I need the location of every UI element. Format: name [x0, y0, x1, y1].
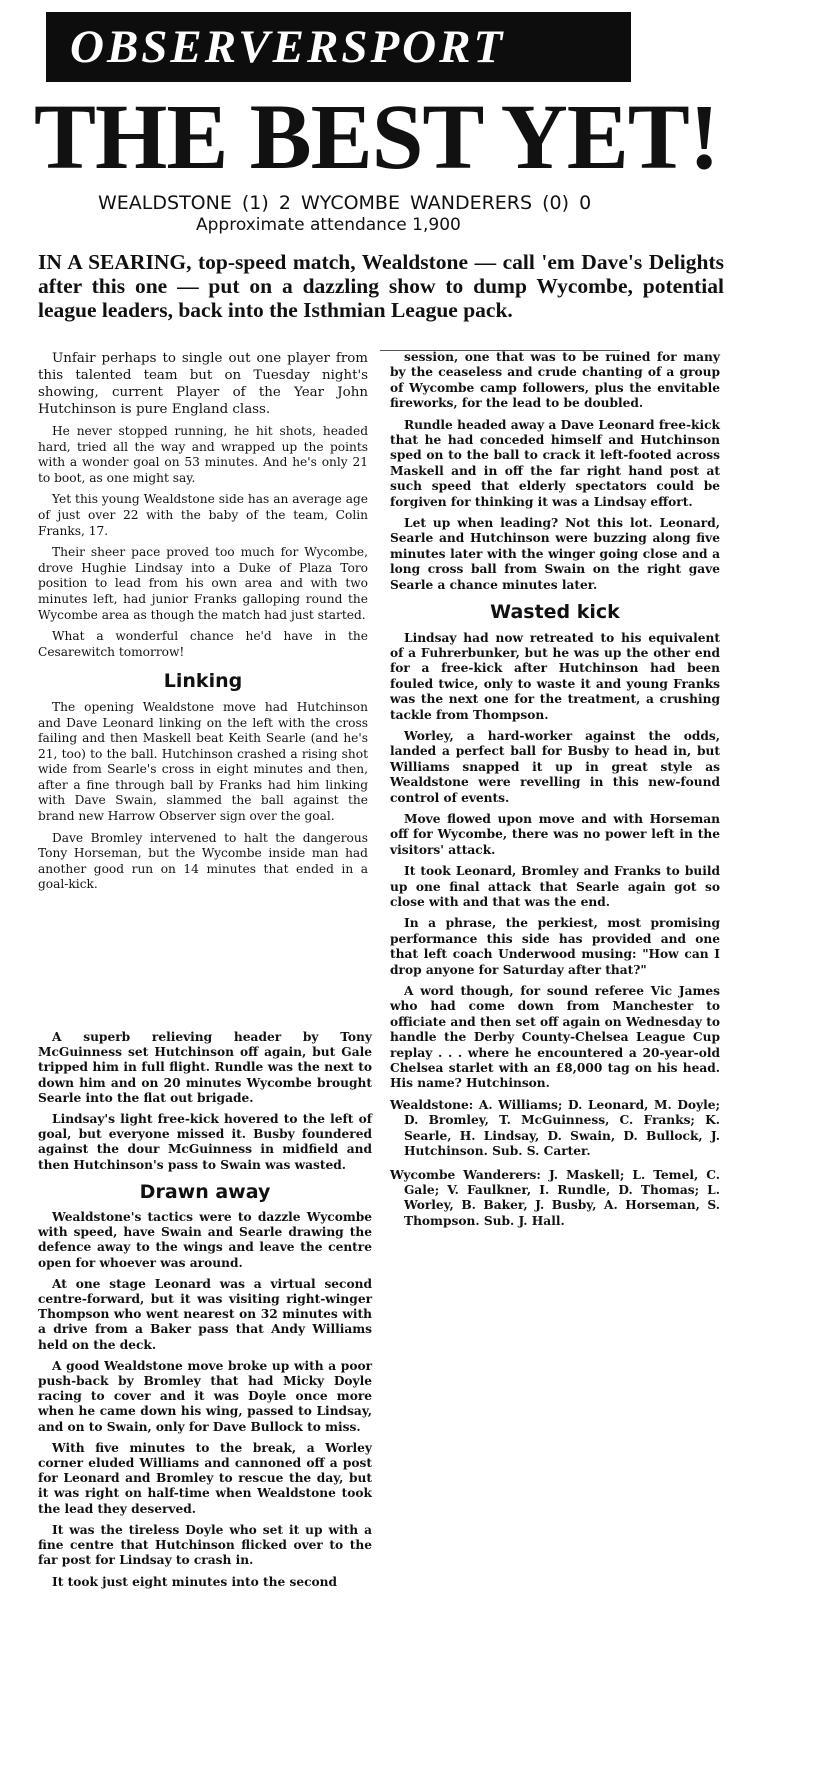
article-paragraph: Worley, a hard-worker against the odds, landed a perfect ball for Busby to head in, but Williams snapped it up in great style as Wealdstone were revelling in this new-found control of events.	[390, 728, 720, 805]
article-paragraph: Lindsay had now retreated to his equivalent of a Fuhrerbunker, but he was up the other end for a free-kick after Hutchinson had been fouled twice, only to waste it and young Franks was the next one for the treatment, a crushing tackle from Thompson.	[390, 630, 720, 722]
article-paragraph: With five minutes to the break, a Worley corner eluded Williams and cannoned off a post for Leonard and Bromley to rescue the day, but it was right on half-time when Wealdstone took the lead they deserved.	[38, 1440, 372, 1516]
subheading-wasted-kick: Wasted kick	[490, 601, 620, 624]
column-left-upper	[38, 350, 368, 1030]
attendance: Approximate attendance 1,900	[196, 215, 461, 235]
article-paragraph: A word though, for sound referee Vic James who had come down from Manchester to officiate and then set off again on Wednesday to handle the Derby County-Chelsea League Cup replay . . . where he encountered a 20-year-old Chelsea starlet with an £8,000 tag on his head. His name? Hutchinson.	[390, 984, 720, 1091]
subheading-linking: Linking	[163, 670, 243, 693]
team-lineups	[390, 1098, 720, 1229]
away-team-label: Wycombe Wanderers:	[390, 1167, 541, 1182]
article-paragraph: Move flowed upon move and with Horseman off for Wycombe, there was no power left in the visitors' attack.	[390, 811, 720, 857]
article-paragraph: He never stopped running, he hit shots, headed hard, tried all the way and wrapped up the points with a wonder goal on 53 minutes. And he's only 21 to boot, as one might say.	[38, 424, 368, 485]
home-team-lineup	[390, 1098, 720, 1160]
home-team-label: Wealdstone:	[390, 1097, 474, 1112]
article-paragraph: In a phrase, the perkiest, most promising performance this side has provided and one that left coach Underwood musing: "How can I drop anyone for Saturday after that?"	[390, 916, 720, 977]
article-paragraph: Yet this young Wealdstone side has an average age of just over 22 with the baby of the team, Colin Franks, 17.	[38, 492, 368, 538]
headline: THE BEST YET!	[34, 86, 719, 189]
article-paragraph: Unfair perhaps to single out one player from this talented team but on Tuesday night's showing, current Player of the Year John Hutchinson is pure England class.	[38, 351, 368, 417]
article-paragraph: At one stage Leonard was a virtual second centre-forward, but it was visiting right-winger Thompson who went nearest on 32 minutes with a drive from a Baker pass that Andy Williams held on the deck.	[38, 1276, 372, 1352]
intro-paragraph: IN A SEARING, top-speed match, Wealdstone — call 'em Dave's Delights after this one — put on a dazzling show to dump Wycombe, potential league leaders, back into the Isthmian League pack.	[38, 250, 724, 322]
subheading-drawn-away: Drawn away	[139, 1180, 271, 1203]
article-paragraph: Dave Bromley intervened to halt the dangerous Tony Horseman, but the Wycombe inside man had another good run on 14 minutes that ended in a goal-kick.	[38, 830, 368, 892]
article-paragraph: It took Leonard, Bromley and Franks to build up one final attack that Searle again got so close with and that was the end.	[390, 864, 720, 909]
away-team-players: J. Maskell; L. Temel, C. Gale; V. Faulkner, I. Rundle, D. Thomas; L. Worley, B. Baker, J. Busby, A. Horseman, S. Thompson. Sub. J. Hall.	[404, 1167, 720, 1228]
column-right	[390, 350, 720, 1390]
article-paragraph: It was the tireless Doyle who set it up with a fine centre that Hutchinson flicked over to the far post for Lindsay to crash in.	[38, 1522, 372, 1568]
article-paragraph: The opening Wealdstone move had Hutchinson and Dave Leonard linking on the left with the cross failing and then Maskell beat Keith Searle (and he's 21, too) to the ball. Hutchinson crashed a rising shot wide from Searle's cross in eight minutes and then, after a fine through ball by Franks had him linking with Dave Swain, slammed the ball against the brand new Harrow Observer sign over the goal.	[38, 699, 368, 824]
article-paragraph: A good Wealdstone move broke up with a poor push-back by Bromley that had Micky Doyle racing to cover and it was Doyle once more when he came down his wing, passed to Lindsay, and on to Swain, only for Dave Bullock to miss.	[38, 1358, 372, 1434]
article-paragraph: A superb relieving header by Tony McGuinness set Hutchinson off again, but Gale tripped him in full flight. Rundle was the next to down him and on 20 minutes Wycombe brought Searle into the flat out brigade.	[38, 1030, 372, 1105]
article-paragraph: Let up when leading? Not this lot. Leonard, Searle and Hutchinson were buzzing along five minutes later with the winger going close and a long cross ball from Swain on the right gave Searle a chance minutes later.	[390, 516, 720, 592]
away-team-lineup	[390, 1168, 720, 1230]
masthead-title: OBSERVERSPORT	[70, 21, 506, 73]
masthead-banner	[46, 12, 631, 82]
article-paragraph: What a wonderful chance he'd have in the Cesarewitch tomorrow!	[38, 629, 368, 659]
scoreline: WEALDSTONE (1) 2 WYCOMBE WANDERERS (0) 0	[98, 192, 592, 214]
article-paragraph: It took just eight minutes into the second	[52, 1574, 338, 1589]
home-team-players: A. Williams; D. Leonard, M. Doyle; D. Bromley, T. McGuinness, C. Franks; K. Searle, H. Lindsay, D. Swain, D. Bullock, J. Hutchinson. Sub. S. Carter.	[404, 1097, 720, 1159]
article-paragraph: Lindsay's light free-kick hovered to the left of goal, but everyone missed it. Busby foundered against the dour McGuinness in midfield and then Hutchinson's pass to Swain was wasted.	[38, 1112, 372, 1172]
column-left-lower	[38, 1030, 372, 1692]
article-paragraph: Their sheer pace proved too much for Wycombe, drove Hughie Lindsay into a Duke of Plaza Toro position to lead from his own area and with two minutes left, had junior Franks galloping round the Wycombe area as though the match had just started.	[38, 545, 368, 622]
article-paragraph: Wealdstone's tactics were to dazzle Wycombe with speed, have Swain and Searle drawing the defence away to the wings and leave the centre open for whoever was around.	[38, 1210, 372, 1270]
article-paragraph: Rundle headed away a Dave Leonard free-kick that he had conceded himself and Hutchinson sped on to the ball to crack it left-footed across Maskell and in off the far right hand post at such speed that elderly spectators could be forgiven for thinking it was a Lindsay effort.	[390, 417, 720, 509]
article-paragraph: session, one that was to be ruined for many by the ceaseless and crude chanting of a group of Wycombe camp followers, plus the envitable fireworks, for the lead to be doubled.	[390, 350, 720, 411]
